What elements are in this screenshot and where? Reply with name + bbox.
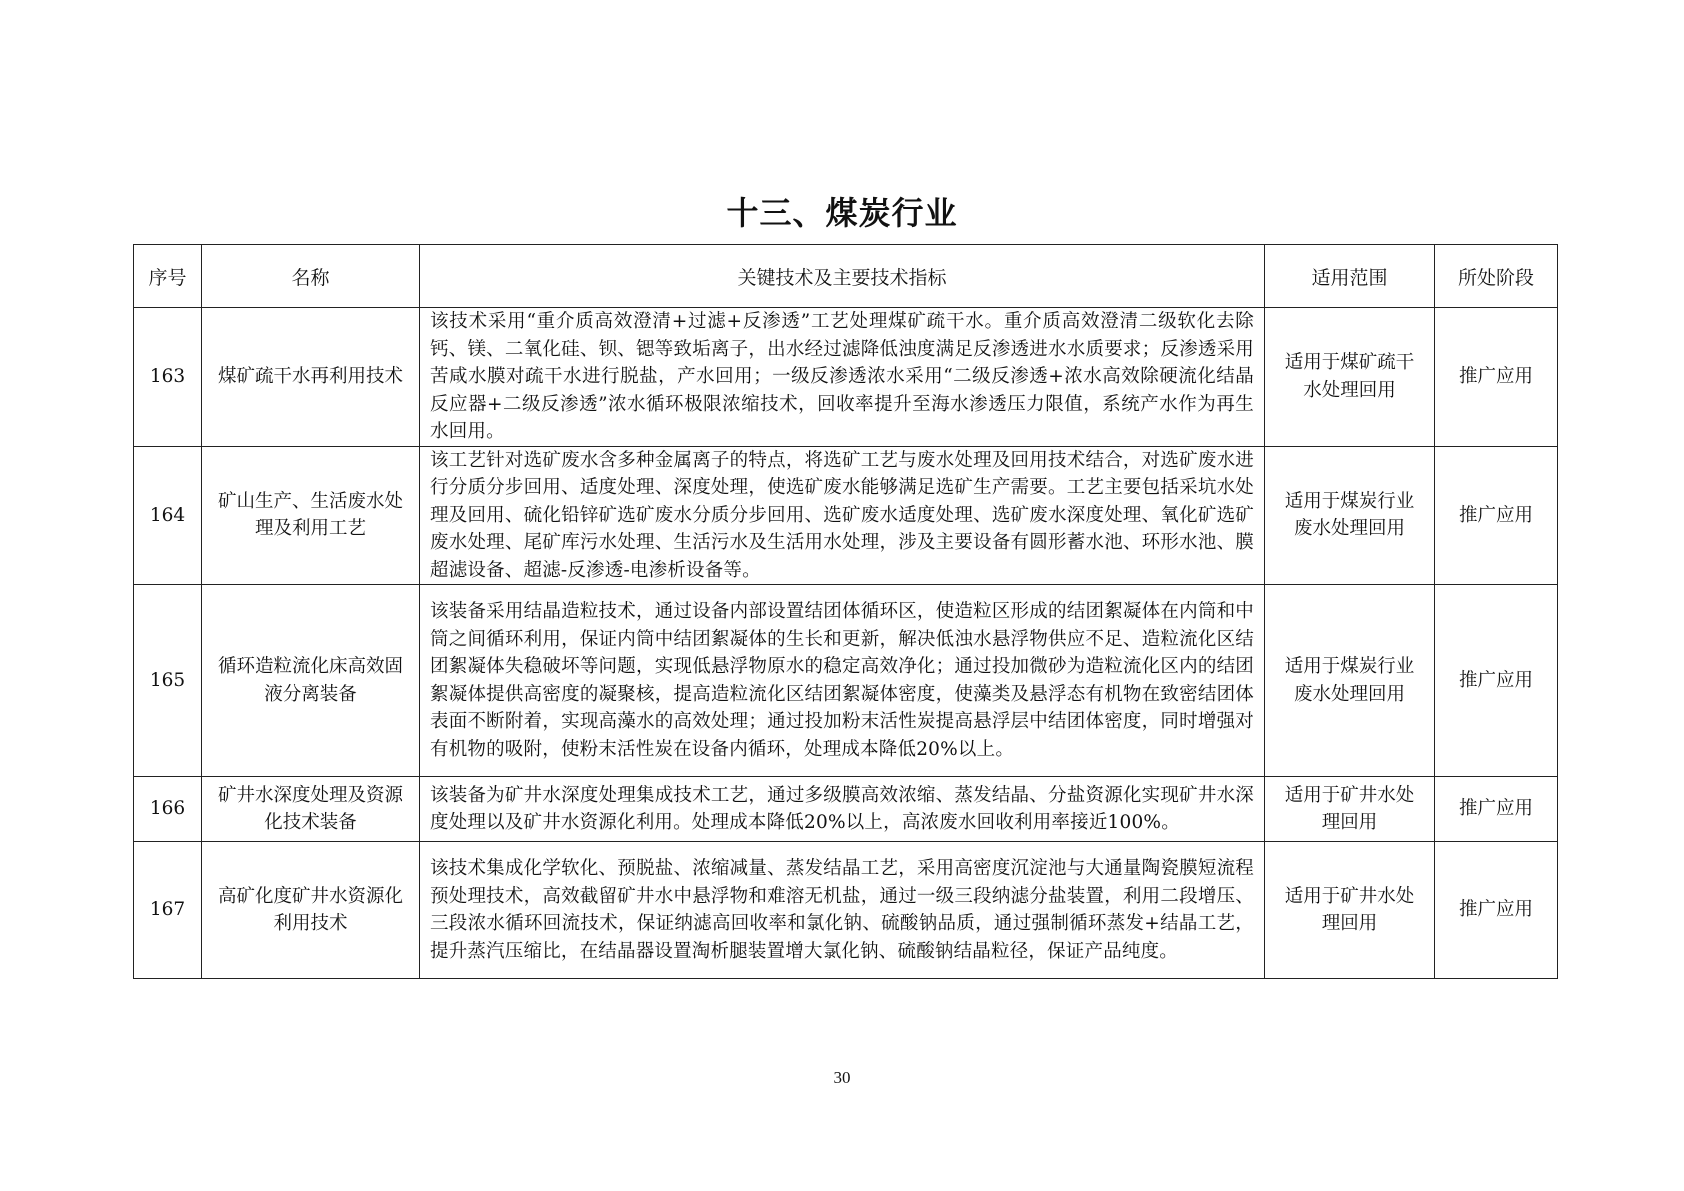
row-desc: 该装备采用结晶造粒技术，通过设备内部设置结团体循环区，使造粒区形成的结团絮凝体在内筒和中筒之间循环利用，保证内筒中结团絮凝体的生长和更新，解决低浊水悬浮物供应不足、造粒流化区结团絮凝体失稳破坏等问题，实现低悬浮物原水的稳定高效净化；通过投加微砂为造粒流化区内的结团絮凝体提供高密度的凝聚核，提高造粒流化区结团絮凝体密度，使藻类及悬浮态有机物在致密结团体表面不断附着，实现高藻水的高效处理；通过投加粉末活性炭提高悬浮层中结团体密度，同时增强对有机物的吸附，使粉末活性炭在设备内循环，处理成本降低20%以上。 xyxy=(420,585,1265,777)
page-number: 30 xyxy=(833,1068,851,1087)
page-title: 十三、煤炭行业 xyxy=(726,194,958,232)
header-name: 名称 xyxy=(202,245,420,308)
header-scope: 适用范围 xyxy=(1265,245,1435,308)
row-desc: 该装备为矿井水深度处理集成技术工艺，通过多级膜高效浓缩、蒸发结晶、分盐资源化实现矿井水深度处理以及矿井水资源化利用。处理成本降低20%以上，高浓废水回收利用率接近100%。 xyxy=(420,777,1265,842)
row-scope: 适用于煤炭行业废水处理回用 xyxy=(1265,585,1435,777)
row-no: 167 xyxy=(134,842,202,979)
row-scope: 适用于矿井水处理回用 xyxy=(1265,777,1435,842)
row-no: 166 xyxy=(134,777,202,842)
row-scope: 适用于矿井水处理回用 xyxy=(1265,842,1435,979)
row-stage: 推广应用 xyxy=(1435,308,1558,447)
row-stage: 推广应用 xyxy=(1435,585,1558,777)
header-stage: 所处阶段 xyxy=(1435,245,1558,308)
table-header-row xyxy=(134,245,1558,308)
table-row xyxy=(134,777,1558,842)
row-stage: 推广应用 xyxy=(1435,777,1558,842)
row-name: 高矿化度矿井水资源化利用技术 xyxy=(202,842,420,979)
row-desc: 该技术集成化学软化、预脱盐、浓缩减量、蒸发结晶工艺，采用高密度沉淀池与大通量陶瓷膜短流程预处理技术，高效截留矿井水中悬浮物和难溶无机盐，通过一级三段纳滤分盐装置，利用二段增压、三段浓水循环回流技术，保证纳滤高回收率和氯化钠、硫酸钠品质，通过强制循环蒸发+结晶工艺，提升蒸汽压缩比，在结晶器设置淘析腿装置增大氯化钠、硫酸钠结晶粒径，保证产品纯度。 xyxy=(420,842,1265,979)
row-stage: 推广应用 xyxy=(1435,446,1558,585)
technology-table xyxy=(133,244,1558,979)
row-no: 165 xyxy=(134,585,202,777)
row-no: 163 xyxy=(134,308,202,447)
row-name: 矿山生产、生活废水处理及利用工艺 xyxy=(202,446,420,585)
row-scope: 适用于煤矿疏干水处理回用 xyxy=(1265,308,1435,447)
table-row xyxy=(134,308,1558,447)
row-name: 煤矿疏干水再利用技术 xyxy=(202,308,420,447)
row-name: 矿井水深度处理及资源化技术装备 xyxy=(202,777,420,842)
table-row xyxy=(134,585,1558,777)
row-scope: 适用于煤炭行业废水处理回用 xyxy=(1265,446,1435,585)
row-no: 164 xyxy=(134,446,202,585)
row-desc: 该工艺针对选矿废水含多种金属离子的特点，将选矿工艺与废水处理及回用技术结合，对选矿废水进行分质分步回用、适度处理、深度处理，使选矿废水能够满足选矿生产需要。工艺主要包括采坑水处理及回用、硫化铅锌矿选矿废水分质分步回用、选矿废水适度处理、选矿废水深度处理、氧化矿选矿废水处理、尾矿库污水处理、生活污水及生活用水处理，涉及主要设备有圆形蓄水池、环形水池、膜超滤设备、超滤-反渗透-电渗析设备等。 xyxy=(420,446,1265,585)
header-desc: 关键技术及主要技术指标 xyxy=(420,245,1265,308)
header-no: 序号 xyxy=(134,245,202,308)
row-stage: 推广应用 xyxy=(1435,842,1558,979)
row-name: 循环造粒流化床高效固液分离装备 xyxy=(202,585,420,777)
row-desc: 该技术采用“重介质高效澄清+过滤+反渗透”工艺处理煤矿疏干水。重介质高效澄清二级软化去除钙、镁、二氧化硅、钡、锶等致垢离子，出水经过滤降低浊度满足反渗透进水水质要求；反渗透采用苦咸水膜对疏干水进行脱盐，产水回用；一级反渗透浓水采用“二级反渗透+浓水高效除硬流化结晶反应器+二级反渗透”浓水循环极限浓缩技术，回收率提升至海水渗透压力限值，系统产水作为再生水回用。 xyxy=(420,308,1265,447)
table-row xyxy=(134,446,1558,585)
table-row xyxy=(134,842,1558,979)
